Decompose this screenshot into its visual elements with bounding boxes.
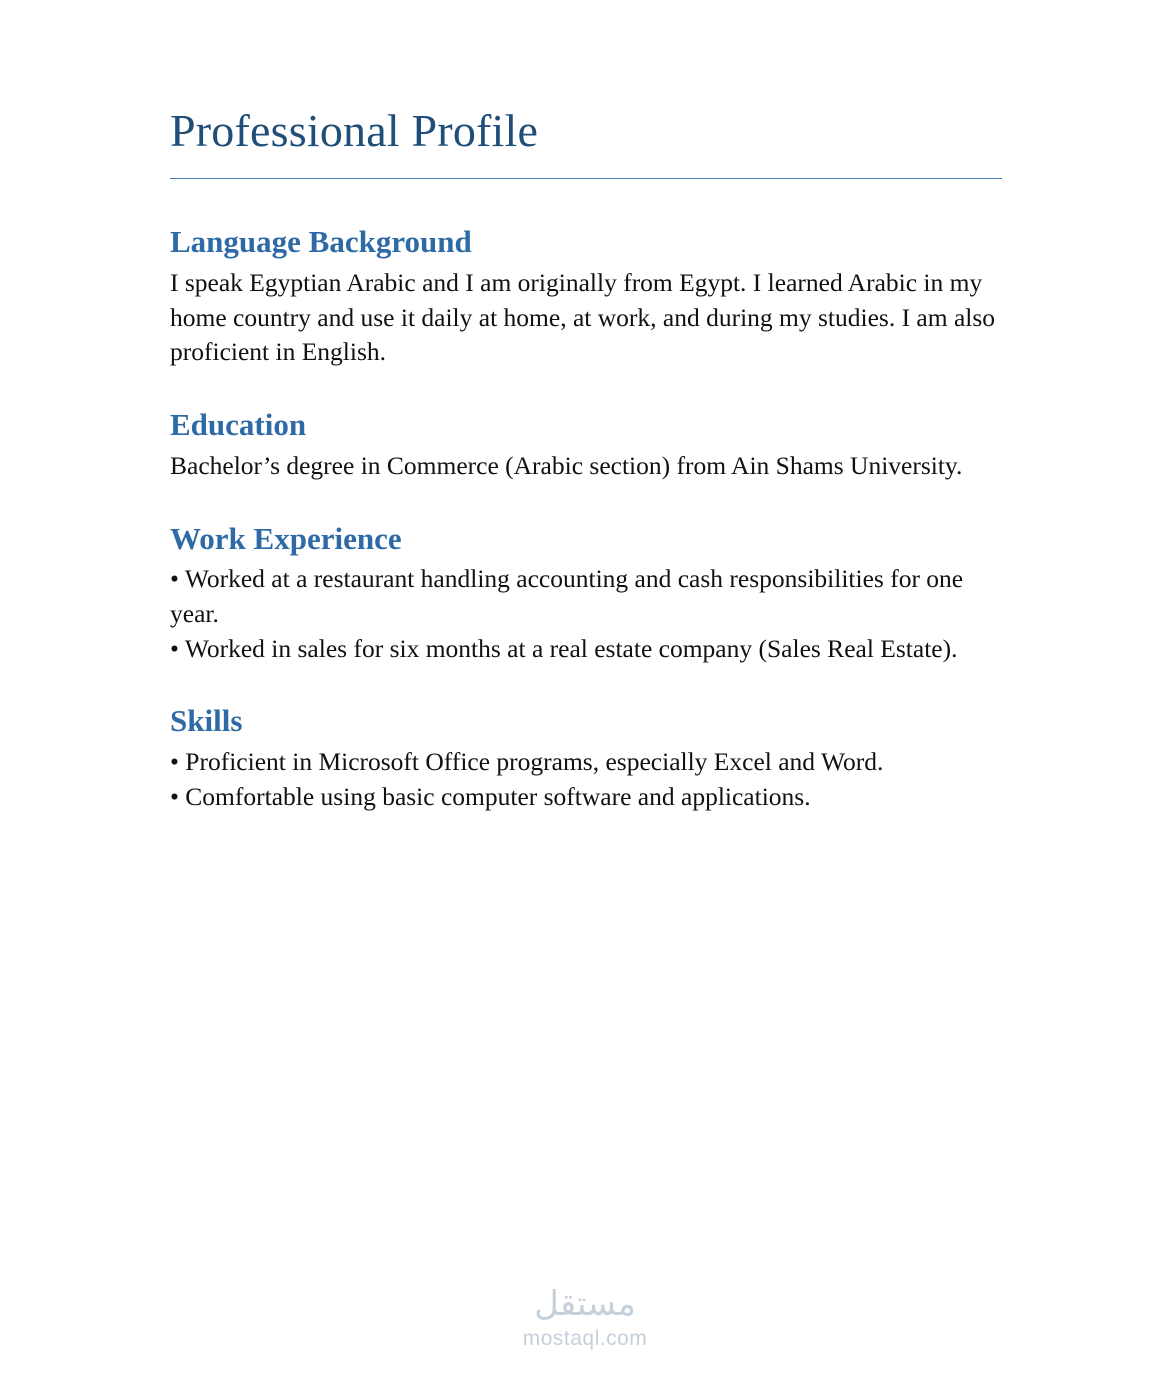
section-body-education xyxy=(170,449,1000,484)
title-divider xyxy=(170,178,1002,180)
section-education xyxy=(170,406,1000,483)
list-item: • Worked in sales for six months at a real estate company (Sales Real Estate). xyxy=(170,633,958,663)
section-language-background xyxy=(170,223,1000,370)
section-heading-language-background: Language Background xyxy=(170,224,472,260)
watermark xyxy=(0,1284,1170,1351)
section-body-language-background xyxy=(170,266,1000,370)
section-heading-skills: Skills xyxy=(170,703,243,739)
section-body-skills xyxy=(170,745,1000,814)
watermark-url: mostaql.com xyxy=(522,1327,648,1350)
list-item: • Worked at a restaurant handling accounting and cash responsibilities for one year. xyxy=(170,564,964,628)
section-body-work-experience xyxy=(170,562,1000,666)
list-item: • Proficient in Microsoft Office programs, especially Excel and Word. xyxy=(170,747,884,777)
list-item: • Comfortable using basic computer software and applications. xyxy=(170,781,811,811)
page-title: Professional Profile xyxy=(170,105,539,156)
paragraph-language-background: I speak Egyptian Arabic and I am originally from Egypt. I learned Arabic in my home country and use it daily at home, at work, and during my studies. I am also proficient in English. xyxy=(170,268,996,367)
paragraph-education: Bachelor’s degree in Commerce (Arabic section) from Ain Shams University. xyxy=(170,450,963,480)
section-heading-work-experience: Work Experience xyxy=(170,520,402,556)
section-heading-education: Education xyxy=(170,407,307,443)
section-skills xyxy=(170,702,1000,814)
watermark-logo: مستقل xyxy=(534,1284,636,1324)
section-work-experience xyxy=(170,520,1000,667)
